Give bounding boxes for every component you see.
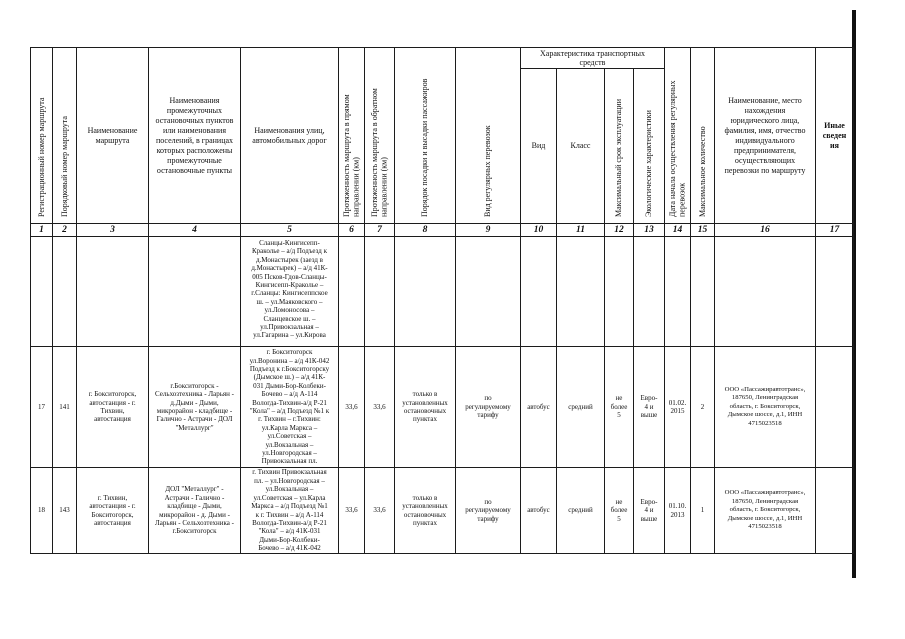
column-number: 6 [339, 224, 365, 237]
header-boarding-order-label: Порядок посадки и высадки пассажиров [420, 78, 430, 217]
header-other-info: Иные сведен ия [816, 48, 854, 224]
cell-intermediate-stops [149, 237, 241, 347]
cell-length-forward: 33,6 [339, 468, 365, 554]
header-max-service-life [605, 69, 634, 224]
column-number: 12 [605, 224, 634, 237]
cell-route-name: г. Бокситогорск, автостанция - г. Тихвин, автостанция [77, 347, 149, 468]
header-route-name: Наименование маршрута [77, 48, 149, 224]
cell-vehicle-class [557, 237, 605, 347]
header-serial-number [53, 48, 77, 224]
cell-length-backward: 33,6 [365, 468, 395, 554]
header-eco-characteristics [634, 69, 665, 224]
cell-vehicle-kind: автобус [521, 347, 557, 468]
column-number: 14 [665, 224, 691, 237]
cell-intermediate-stops: г.Бокситогорск - Сельхозтехника - Ларьян - д.Дыми - Дыми, микрорайон - кладбище - Галично - Астрачи - ДОЛ "Металлург" [149, 347, 241, 468]
header-intermediate-stops: Наименования промежуточных остановочных пунктов или наименования поселений, в границах которых расположены промежуточные остановочные пункты [149, 48, 241, 224]
cell-transport-type [456, 237, 521, 347]
cell-other-info [816, 468, 854, 554]
column-number: 5 [241, 224, 339, 237]
cell-carrier: ООО «Пассажиравтотранс», 187650, Ленинградская область, г. Бокситогорск, Дымское шоссе, д.1, ИНН 4715023518 [715, 468, 816, 554]
column-number: 7 [365, 224, 395, 237]
column-number-row [31, 224, 854, 237]
column-number: 10 [521, 224, 557, 237]
header-registration-number [31, 48, 53, 224]
cell-intermediate-stops: ДОЛ "Металлург" - Астрачи - Галично - кладбище - Дыми, микрорайон - д. Дыми - Ларьян - Сельхозтехника - г.Бокситогорск [149, 468, 241, 554]
cell-registration-number [31, 237, 53, 347]
column-number: 8 [395, 224, 456, 237]
cell-registration-number: 18 [31, 468, 53, 554]
cell-streets-roads: г. Тихвин Привокзальная пл. – ул.Новгородская – ул.Вокзальная – ул.Советская – ул.Карла Маркса – а/д Подъезд №1 к г. Тихвин – а/д А-114 Вологда-Тихвин-а/д Р-21 "Кола" – а/д 41К-031 Дыми-Бор-Колбеки- Бочево – а/д 41К-042 [241, 468, 339, 554]
header-registration-number-label: Регистрационный номер маршрута [36, 97, 46, 217]
cell-serial-number: 143 [53, 468, 77, 554]
cell-max-vehicles: 2 [691, 347, 715, 468]
cell-carrier: ООО «Пассажиравтотранс», 187650, Ленинградская область, г. Бокситогорск, Дымское шоссе, д.1, ИНН 4715023518 [715, 347, 816, 468]
cell-start-date: 01.10. 2013 [665, 468, 691, 554]
header-carrier: Наименование, место нахождения юридического лица, фамилия, имя, отчество индивидуального предпринимателя, осуществляющих перевозки по маршруту [715, 48, 816, 224]
cell-registration-number: 17 [31, 347, 53, 468]
header-eco-characteristics-label: Экологические характеристики [644, 110, 654, 217]
cell-other-info [816, 237, 854, 347]
header-length-backward [365, 48, 395, 224]
header-max-vehicles-label: Максимальное количество [697, 126, 707, 217]
header-transport-type [456, 48, 521, 224]
header-length-forward-label: Протяженность маршрута в прямом направлении (км) [342, 94, 361, 217]
column-number: 3 [77, 224, 149, 237]
header-max-service-life-label: Максимальный срок эксплуатации [614, 99, 624, 217]
table-row [31, 237, 854, 347]
cell-max-service-life: не более 5 [605, 468, 634, 554]
cell-vehicle-class: средний [557, 468, 605, 554]
header-serial-number-label: Порядковый номер маршрута [59, 116, 69, 217]
header-max-vehicles [691, 48, 715, 224]
header-vehicle-kind: Вид [521, 69, 557, 224]
cell-start-date [665, 237, 691, 347]
header-start-date [665, 48, 691, 224]
cell-other-info [816, 347, 854, 468]
header-length-backward-label: Протяженность маршрута в обратном направлении (км) [370, 88, 389, 217]
column-number: 11 [557, 224, 605, 237]
column-number: 1 [31, 224, 53, 237]
cell-streets-roads: г. Бокситогорск ул.Воронина – а/д 41К-042 Подъезд к г.Бокситогорску (Дымское ш.) – а/д 41К- 031 Дыми-Бор-Колбеки- Бочево – а/д А-114 Вологда-Тихвин-а/д Р-21 "Кола" – а/д Подъезд №1 к г. Тихвин – г.Тихвин: ул.Карла Маркса – ул.Советская – ул.Вокзальная – ул.Новгородская – Привокзальная пл. [241, 347, 339, 468]
header-vehicle-characteristics: Характеристика транспортных средств [521, 48, 665, 69]
header-transport-type-label: Вид регулярных перевозок [483, 125, 493, 217]
header-boarding-order [395, 48, 456, 224]
header-row [31, 48, 854, 69]
column-number: 13 [634, 224, 665, 237]
column-number: 2 [53, 224, 77, 237]
cell-length-backward [365, 237, 395, 347]
cell-length-backward: 33,6 [365, 347, 395, 468]
column-number: 17 [816, 224, 854, 237]
cell-route-name [77, 237, 149, 347]
cell-max-vehicles [691, 237, 715, 347]
cell-transport-type: по регулируемому тарифу [456, 347, 521, 468]
column-number: 9 [456, 224, 521, 237]
cell-max-vehicles: 1 [691, 468, 715, 554]
cell-boarding-order: только в установленных остановочных пунктах [395, 468, 456, 554]
cell-length-forward: 33,6 [339, 347, 365, 468]
cell-serial-number [53, 237, 77, 347]
column-number: 4 [149, 224, 241, 237]
table-row [31, 468, 854, 554]
cell-route-name: г. Тихвин, автостанция - г. Бокситогорск, автостанция [77, 468, 149, 554]
cell-max-service-life: не более 5 [605, 347, 634, 468]
table-row [31, 347, 854, 468]
cell-eco-characteristics: Евро- 4 и выше [634, 347, 665, 468]
cell-start-date: 01.02. 2015 [665, 347, 691, 468]
cell-vehicle-class: средний [557, 347, 605, 468]
cell-vehicle-kind [521, 237, 557, 347]
cell-vehicle-kind: автобус [521, 468, 557, 554]
cell-serial-number: 141 [53, 347, 77, 468]
cell-length-forward [339, 237, 365, 347]
column-number: 16 [715, 224, 816, 237]
column-number: 15 [691, 224, 715, 237]
header-vehicle-class: Класс [557, 69, 605, 224]
routes-table [30, 47, 854, 554]
header-start-date-label: Дата начала осуществления регулярных перевозок [668, 80, 687, 217]
cell-transport-type: по регулируемому тарифу [456, 468, 521, 554]
cell-eco-characteristics [634, 237, 665, 347]
cell-max-service-life [605, 237, 634, 347]
cell-boarding-order [395, 237, 456, 347]
cell-boarding-order: только в установленных остановочных пунктах [395, 347, 456, 468]
header-streets-roads: Наименования улиц, автомобильных дорог [241, 48, 339, 224]
header-length-forward [339, 48, 365, 224]
cell-eco-characteristics: Евро- 4 и выше [634, 468, 665, 554]
cell-carrier [715, 237, 816, 347]
cell-streets-roads: Сланцы-Кингисепп- Краколье – а/д Подъезд к д.Монастырек (заезд в д.Монастырек) – а/д 41К- 005 Псков-Гдов-Сланцы- Кингисепп-Краколье – г.Сланцы: Кингисеппское ш. – ул.Маяковского – ул.Ломоносова – Сланцевское ш. – ул.Привокзальная – ул.Гагарина – ул.Кирова [241, 237, 339, 347]
